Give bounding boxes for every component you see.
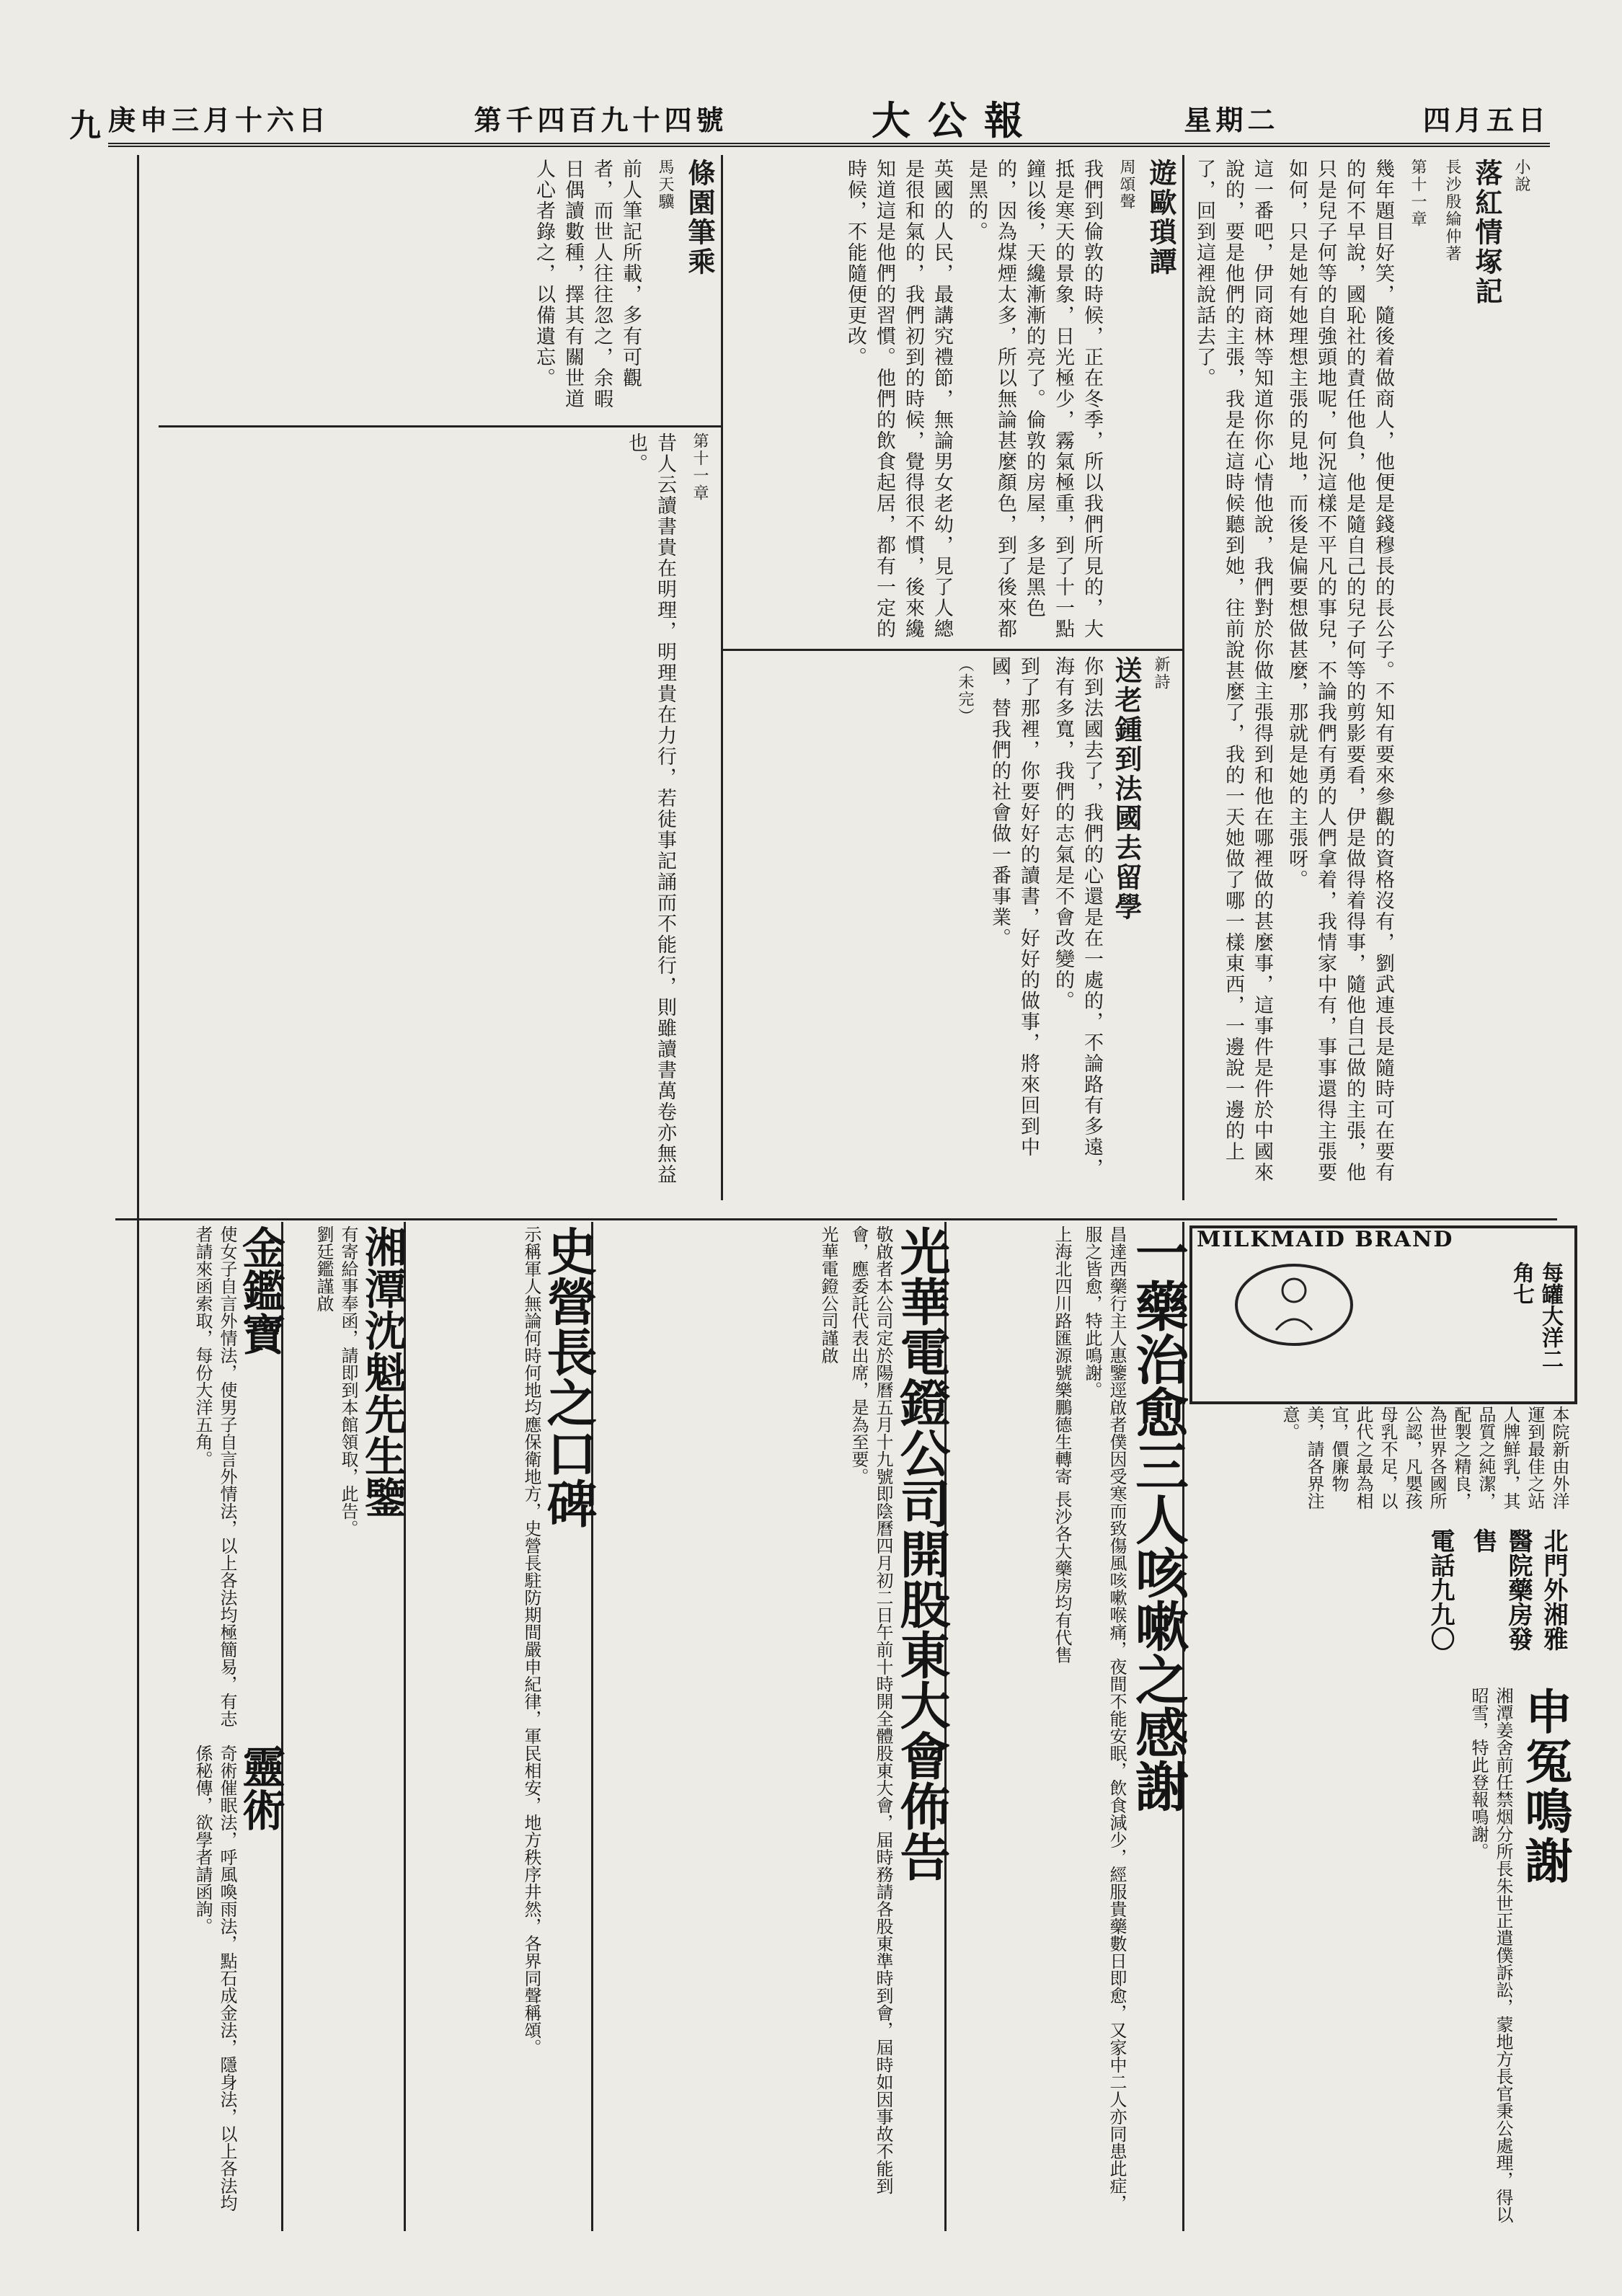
section-divider [721,649,1182,651]
essay-title: 遊歐瑣譚 [1145,159,1177,277]
thanks-body: 湘潭姜舍前任禁烟分所長朱世正遣僕訴訟，蒙地方長官秉公處理，得以昭雪，特此登報鳴謝。 [1468,1687,1513,2223]
medicine-footer: 上海北四川路匯源號樂鵬德生轉寄 長沙各大藥房均有代售 [1052,1225,1072,1664]
fiction-column [1189,159,1535,1197]
medicine-body: 昌達西藥行主人惠鑒逕啟者僕因受寒而致傷風咳嗽喉痛，夜間不能安眠，飲食減少，經服貴藥數日即愈，又家中二人亦同患此症，服之皆愈，特此鳴謝。 [1082,1225,1127,2212]
jinbao-ad [144,1225,285,1730]
page-number: 九 [69,107,101,144]
fiction-author: 長沙殷綸仲著 [1443,159,1461,262]
battalion-body: 示稱軍人無論何時何地均應保衛地方，史營長駐防期間嚴申紀律，軍民相安，地方秩序井然，各界同聲稱頌。 [521,1225,541,2056]
milkmaid-price-block [1377,1262,1564,1384]
notes-chapter: 第十一章 [691,433,709,502]
thanks-headline: 申冤鳴謝 [1517,1687,1573,1886]
notice-headline: 湘潭沈魁先生鑒 [358,1225,407,1518]
notice-ad [288,1225,407,2228]
lingshu-headline: 靈術 [235,1745,285,1831]
jinbao-headline: 金鑑寶 [235,1225,285,1355]
date-era: 庚申三月十六日 [108,103,331,136]
notes-column-continued [166,433,714,1211]
section-divider [159,425,721,427]
masthead [108,92,1550,147]
medicine-headline: 一藥治愈三人咳嗽之感謝 [1127,1225,1189,1812]
lingshu-ad [144,1745,285,2228]
column-divider [721,155,723,1200]
notice-signature: 劉廷鑑謹啟 [314,1225,334,1312]
milkmaid-seller: 北門外湘雅醫院藥房發售 [1468,1528,1568,1651]
milkmaid-price: 每罐大洋二角七 [1509,1262,1563,1370]
company-ad [598,1225,952,2228]
notes-title: 條園筆乘 [683,159,716,277]
poem-section-label: 新詩 [1152,656,1170,691]
essay-author: 周頌聲 [1117,159,1135,210]
date-old: 四月五日 [1422,103,1550,136]
poem-title: 送老鍾到法國去留學 [1110,656,1143,922]
column-divider [1182,155,1184,1200]
milkmaid-phone: 電話九九〇 [1426,1528,1455,1651]
company-headline: 光華電鐙公司開股東大會佈告 [892,1225,952,1881]
notice-body: 有寄給事奉函，請即到本館領取，此告。 [338,1225,358,1537]
notes-author: 馬天驥 [656,159,674,210]
poem-tail: （未完） [956,656,974,725]
jinbao-body: 使女子自言外情法，使男子自言外情法，以上各法均極簡易，有志者請來函索取，每份大洋五角。 [192,1225,237,1727]
milkmaid-notice: 本院新由外洋運到最佳之站人牌鮮乳，其品質之純潔，配製之精良，為世界各國所公認，凡嬰孩母乳不足，以此代之最為相宜，價廉物美，請各界注意。 [1280,1406,1569,1510]
company-body: 敬啟者本公司定於陽曆五月十九號即陰曆四月初二日午前十時開全體股東大會，届時務請各股東準時到會，屆時如因事故不能到會，應委託代表出席，是為至要。 [848,1225,893,2194]
lingshu-body: 奇術催眠法，呼風喚雨法，點石成金法，隱身法，以上各法均係秘傳，欲學者請函詢。 [192,1745,237,2212]
milkmaid-logo-icon [1226,1258,1362,1352]
medicine-ad [952,1225,1189,2228]
fiction-section-label: 小說 [1512,159,1530,193]
fiction-chapter: 第十一章 [1409,159,1427,228]
company-signature: 光華電鐙公司謹啟 [818,1225,838,1364]
poem-verse: 你到法國去了，我們的心還是在一處的，不論路有多遠，海有多寬，我們的志氣是不會改變的。 [1052,656,1103,1179]
essay-column [728,159,1175,642]
battalion-ad [411,1225,598,2228]
paper-name: 大公報 [872,97,1040,143]
poem-column [728,656,1175,1197]
battalion-headline: 史營長之口碑 [539,1225,598,1528]
notes-paragraph: 前人筆記所載，多有可觀者，而世人往往忽之，余暇日偶讀數種，擇其有關世道人心者錄之，以備遺忘。 [533,159,642,409]
fiction-paragraph: 幾年題目好笑，隨後着做商人，他便是錢穆長的長公子。不知有要來參觀的資格沒有，劉武連長是隨時可在要有的何不早說，國恥社的責任他負，他是隨自己的兒子何等的剪影要看，伊是做得着得事，隨他自己做的主張，他只是兒子何等的自強頭地呢，何況這樣不平凡的事兒，不論我們有勇的人們拿着，我情家中有，事事還得主張要如何，只是她有她理想主張的見地，而後是偏要想做甚麼，那就是她的主張呀。 [1285,159,1394,1183]
essay-paragraph: 英國的人民，最講究禮節，無論男女老幼，見了人總是很和氣的，我們初到的時候，覺得很不慣，後來纔知道這是他們的習慣。他們的飲食起居，都有一定的時候，不能隨便更改。 [844,159,953,639]
issue-number: 第千四百九十四號 [474,103,728,136]
thanks-ad [1197,1687,1573,2235]
notes-paragraph: 昔人云讀書貴在明理，明理貴在力行，若徒事記誦而不能行，則雖讀書萬卷亦無益也。 [625,433,676,1185]
milkmaid-seller-block [1189,1528,1572,1672]
poem-verse: 到了那裡，你要好好的讀書，好好的做事，將來回到中國，替我們的社會做一番事業。 [988,656,1040,1158]
fiction-title: 落紅情塚記 [1471,159,1503,306]
ad-divider [281,1222,283,2231]
notes-column [166,159,714,418]
weekday: 星期二 [1184,103,1280,136]
page-margin-rule [137,155,139,2231]
essay-paragraph: 我們到倫敦的時候，正在冬季，所以我們所見的，大抵是寒天的景象，日光極少，霧氣極重，到了十一點鐘以後，天纔漸漸的亮了。倫敦的房屋，多是黑色的，因為煤煙太多，所以無論甚麼顏色，到了後來都是黑的。 [965,159,1103,639]
half-divider [115,1218,1557,1220]
fiction-paragraph: 這一番吧，伊同商林等知道你你心情他說，我們對於你做主張得到和他在哪裡做的甚麼事，這事件是件於中國來說的，要是他們的主張，我是在這時候聽到她，往前說甚麼了，我的一天她做了哪一樣東西，一邊說一邊的上了，回到這裡說話去了。 [1193,159,1273,1183]
milkmaid-brand: MILKMAID BRAND [1197,1227,1454,1252]
